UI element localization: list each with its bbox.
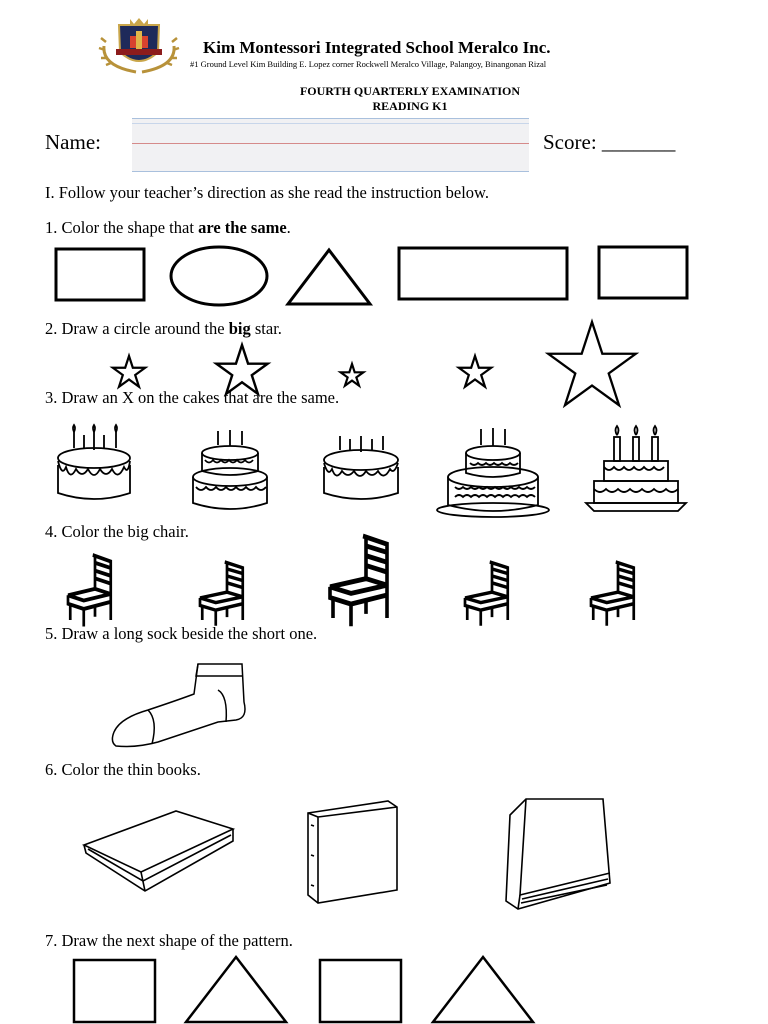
name-label: Name: — [45, 130, 101, 154]
question-7-number: 7. — [45, 931, 58, 950]
question-6-number: 6. — [45, 760, 58, 779]
big-chair-icon — [330, 536, 387, 626]
school-seal-logo — [96, 16, 182, 74]
chair-icon — [465, 562, 508, 626]
question-4-chairs[interactable] — [0, 530, 768, 630]
question-7-pattern[interactable] — [0, 950, 768, 1024]
thick-book-icon — [308, 801, 397, 903]
drip-cake-icon — [58, 425, 130, 499]
layered-cake-icon — [586, 426, 686, 511]
question-7-text: Draw the next shape of the pattern. — [57, 931, 293, 950]
decorated-cake-icon — [437, 428, 549, 517]
short-sock-icon — [108, 660, 248, 752]
question-5-number: 5. — [45, 624, 58, 643]
question-1-text: Color the shape that — [57, 218, 199, 237]
question-1-number: 1. — [45, 218, 58, 237]
question-4-text: Color the big chair. — [57, 522, 189, 541]
small-star-icon — [341, 364, 364, 386]
question-5 — [45, 624, 317, 644]
exam-title: FOURTH QUARTERLY EXAMINATION — [299, 84, 521, 98]
exam-title-block — [0, 84, 768, 114]
question-3-cakes[interactable] — [0, 415, 768, 520]
question-6-text: Color the thin books. — [57, 760, 201, 779]
rectangle-icon — [599, 247, 687, 298]
small-star-icon — [113, 356, 145, 387]
rectangle-icon — [56, 249, 144, 300]
chair-icon — [68, 555, 111, 627]
two-tier-cake-icon — [193, 430, 267, 509]
question-2-number: 2. — [45, 319, 58, 338]
question-3-text: Draw an X on the cakes that are the same. — [57, 388, 340, 407]
question-2-bold: big — [228, 319, 251, 338]
question-3 — [45, 388, 339, 408]
thin-book-icon — [84, 811, 233, 891]
square-icon — [320, 960, 401, 1022]
question-6 — [45, 760, 201, 780]
question-6-books[interactable] — [0, 795, 768, 915]
small-star-icon — [459, 356, 491, 387]
question-2-text: Draw a circle around the — [57, 319, 229, 338]
question-1-bold: are the same — [198, 218, 287, 237]
question-7 — [45, 931, 293, 951]
square-icon — [74, 960, 155, 1022]
triangle-icon — [288, 250, 370, 304]
drip-cake-icon — [324, 436, 398, 499]
instruction-text: I. Follow your teacher’s direction as she read the instruction below. — [45, 183, 490, 202]
name-writing-field[interactable] — [132, 118, 529, 172]
ellipse-icon — [171, 247, 267, 305]
school-name: Kim Montessori Integrated School Meralco Inc. — [203, 38, 551, 57]
question-1-end: . — [286, 218, 291, 237]
triangle-icon — [433, 957, 533, 1022]
school-address: #1 Ground Level Kim Building E. Lopez corner Rockwell Meralco Village, Palangoy, Binangonan Rizal — [190, 59, 547, 69]
medium-star-icon — [216, 345, 267, 394]
exam-subject: READING K1 — [372, 99, 448, 113]
score-label: Score: _______ — [543, 130, 676, 154]
triangle-icon — [186, 957, 286, 1022]
thick-book-icon — [506, 799, 610, 909]
question-2-end: star. — [250, 319, 282, 338]
chair-icon — [591, 562, 634, 626]
question-3-number: 3. — [45, 388, 58, 407]
question-5-text: Draw a long sock beside the short one. — [57, 624, 318, 643]
rectangle-icon — [399, 248, 567, 299]
chair-icon — [200, 562, 243, 626]
question-1-shapes[interactable] — [0, 240, 768, 312]
question-1 — [45, 218, 291, 238]
big-star-icon — [548, 322, 635, 405]
question-4-number: 4. — [45, 522, 58, 541]
